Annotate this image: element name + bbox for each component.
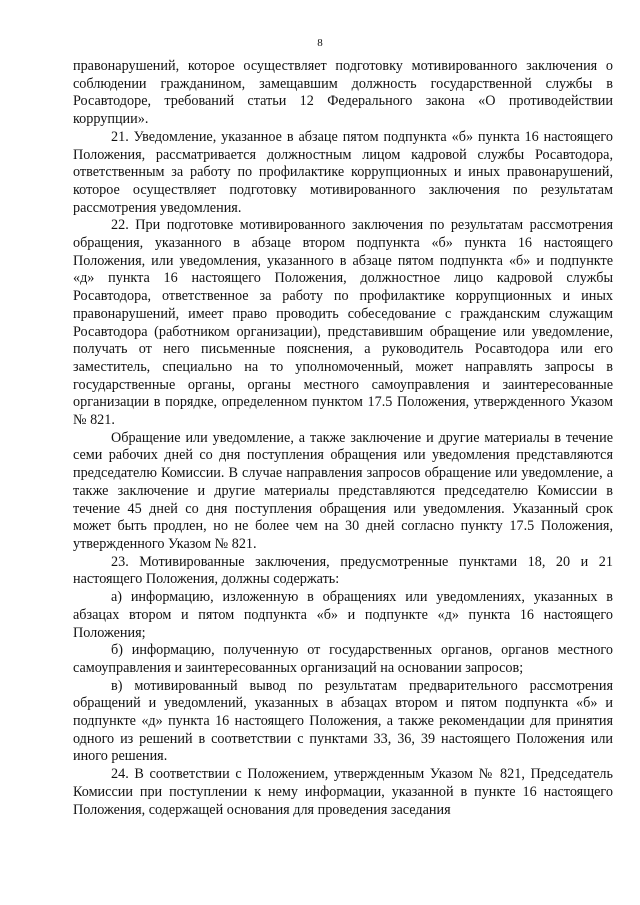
paragraph-24: 24. В соответствии с Положением, утвержденным Указом № 821, Председатель Комиссии при поступлении к нему информации, указанной в пункте 16 настоящего Положения, содержащей основания для проведения заседания [73,766,613,818]
paragraph-21: 21. Уведомление, указанное в абзаце пятом подпункта «б» пункта 16 настоящего Положения, рассматривается должностным лицом кадровой службы Росавтодора, ответственным за работу по профилактике коррупционных и иных правонарушений, которое осуществляет подготовку мотивированного заключения по результатам рассмотрения уведомления. [73,128,613,216]
paragraph-23-v: в) мотивированный вывод по результатам предварительного рассмотрения обращений и уведомлений, указанных в абзацах втором и пятом подпункта «б» и подпункте «д» пункта 16 настоящего Положения, а также рекомендации для принятия одного из решений в соответствии с пунктами 33, 36, 39 настоящего Положения или иного решения. [73,677,613,765]
paragraph-23: 23. Мотивированные заключения, предусмотренные пунктами 18, 20 и 21 настоящего Положения, должны содержать: [73,553,613,588]
paragraph-22-submission: Обращение или уведомление, а также заключение и другие материалы в течение семи рабочих дней со дня поступления обращения или уведомления представляются председателю Комиссии. В случае направления запросов обращение или уведомление, а также заключение и другие материалы представляются председателю Комиссии в течение 45 дней со дня поступления обращения или уведомления. Указанный срок может быть продлен, но не более чем на 30 дней согласно пункту 17.5 Положения, утвержденного Указом № 821. [73,429,613,552]
paragraph-continuation: правонарушений, которое осуществляет подготовку мотивированного заключения о соблюдении гражданином, замещавшим должность государственной службы в Росавтодоре, требований статьи 12 Федерального закона «О противодействии коррупции». [73,58,613,128]
paragraph-23-b: б) информацию, полученную от государственных органов, органов местного самоуправления и заинтересованных организаций на основании запросов; [73,642,613,676]
page-number: 8 [317,37,323,49]
document-body [73,58,613,819]
paragraph-23-a: а) информацию, изложенную в обращениях или уведомлениях, указанных в абзацах втором и пятом подпункта «б» и подпункте «д» пункта 16 настоящего Положения; [73,589,613,641]
paragraph-22: 22. При подготовке мотивированного заключения по результатам рассмотрения обращения, указанного в абзаце втором подпункта «б» пункта 16 настоящего Положения, или уведомления, указанного в абзаце пятом подпункта «б» и подпункте «д» пункта 16 настоящего Положения, должностное лицо кадровой службы Росавтодора, ответственное за работу по профилактике коррупционных и иных правонарушений, имеет право проводить собеседование с гражданским служащим Росавтодора (работником организации), представившим обращение или уведомление, получать от него письменные пояснения, а руководитель Росавтодора или его заместитель, специально на то уполномоченный, может направлять запросы в государственные органы, органы местного самоуправления и заинтересованные организации в порядке, определенном пунктом 17.5 Положения, утвержденного Указом № 821. [73,217,613,429]
